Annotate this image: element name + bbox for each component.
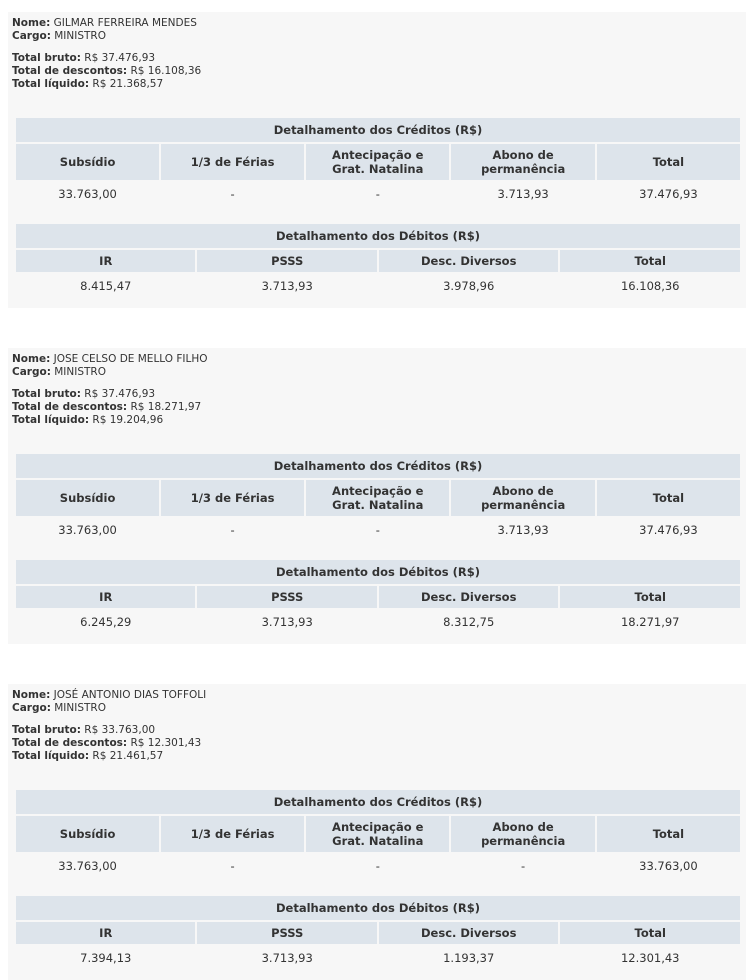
credits-header: Antecipação e Grat. Natalina [306, 816, 449, 852]
role-line-label: Cargo: [12, 702, 51, 714]
credits-table [14, 788, 742, 880]
credits-header: 1/3 de Férias [161, 144, 304, 180]
discounts-total-line [12, 401, 742, 414]
credits-cell: 37.476,93 [597, 182, 740, 206]
credits-header: Subsídio [16, 816, 159, 852]
debits-title: Detalhamento dos Débitos (R$) [16, 560, 740, 584]
debits-cell: 3.713,93 [197, 610, 376, 634]
debits-header: IR [16, 250, 195, 272]
credits-header: Abono de permanência [451, 144, 594, 180]
gross-total-line-value: R$ 37.476,93 [84, 388, 156, 400]
credits-header: 1/3 de Férias [161, 480, 304, 516]
discounts-total-line-label: Total de descontos: [12, 401, 128, 413]
credits-cell: - [306, 518, 449, 542]
credits-header: Total [597, 816, 740, 852]
role-line-value: MINISTRO [54, 30, 106, 42]
net-total-line-value: R$ 21.461,57 [92, 750, 164, 762]
name-line-label: Nome: [12, 17, 51, 29]
credits-header: Subsídio [16, 480, 159, 516]
person-record [8, 684, 746, 980]
net-total-line-label: Total líquido: [12, 78, 90, 90]
credits-title: Detalhamento dos Créditos (R$) [16, 790, 740, 814]
net-total-line [12, 414, 742, 427]
gross-total-line [12, 52, 742, 65]
discounts-total-line [12, 65, 742, 78]
name-line [12, 353, 742, 366]
net-total-line [12, 750, 742, 763]
debits-header: IR [16, 922, 195, 944]
credits-header: Abono de permanência [451, 816, 594, 852]
debits-header: PSSS [197, 586, 376, 608]
debits-cell: 12.301,43 [560, 946, 740, 970]
debits-header: Total [560, 922, 740, 944]
credits-title: Detalhamento dos Créditos (R$) [16, 454, 740, 478]
debits-header: PSSS [197, 250, 376, 272]
credits-header: 1/3 de Férias [161, 816, 304, 852]
credits-cell: 33.763,00 [597, 854, 740, 878]
credits-cell: 3.713,93 [451, 182, 594, 206]
credits-header: Total [597, 144, 740, 180]
role-line-value: MINISTRO [54, 366, 106, 378]
credits-cell: 33.763,00 [16, 518, 159, 542]
name-line-label: Nome: [12, 353, 51, 365]
name-line-value: GILMAR FERREIRA MENDES [53, 17, 197, 29]
discounts-total-line-value: R$ 18.271,97 [130, 401, 202, 413]
credits-header: Subsídio [16, 144, 159, 180]
debits-cell: 8.415,47 [16, 274, 195, 298]
credits-header: Abono de permanência [451, 480, 594, 516]
net-total-line [12, 78, 742, 91]
debits-cell: 3.978,96 [379, 274, 559, 298]
debits-header: IR [16, 586, 195, 608]
credits-cell: - [161, 182, 304, 206]
person-info [8, 348, 746, 427]
role-line [12, 702, 742, 715]
credits-cell: - [161, 518, 304, 542]
gross-total-line-label: Total bruto: [12, 724, 81, 736]
name-line [12, 17, 742, 30]
credits-header: Antecipação e Grat. Natalina [306, 480, 449, 516]
debits-title: Detalhamento dos Débitos (R$) [16, 896, 740, 920]
credits-header: Total [597, 480, 740, 516]
discounts-total-line-value: R$ 12.301,43 [130, 737, 202, 749]
debits-header: Desc. Diversos [379, 586, 559, 608]
name-line-value: JOSÉ ANTONIO DIAS TOFFOLI [53, 689, 207, 701]
role-line [12, 30, 742, 43]
debits-title: Detalhamento dos Débitos (R$) [16, 224, 740, 248]
gross-total-line-value: R$ 33.763,00 [84, 724, 156, 736]
debits-cell: 3.713,93 [197, 946, 376, 970]
person-record [8, 12, 746, 308]
person-record [8, 348, 746, 644]
gross-total-line [12, 388, 742, 401]
credits-cell: - [161, 854, 304, 878]
discounts-total-line-label: Total de descontos: [12, 65, 128, 77]
gross-total-line-label: Total bruto: [12, 388, 81, 400]
debits-header: PSSS [197, 922, 376, 944]
credits-cell: - [306, 854, 449, 878]
gross-total-line-value: R$ 37.476,93 [84, 52, 156, 64]
debits-cell: 16.108,36 [560, 274, 740, 298]
credits-table [14, 116, 742, 208]
debits-header: Desc. Diversos [379, 250, 559, 272]
credits-title: Detalhamento dos Créditos (R$) [16, 118, 740, 142]
credits-cell: - [451, 854, 594, 878]
role-line-label: Cargo: [12, 366, 51, 378]
name-line-value: JOSE CELSO DE MELLO FILHO [53, 353, 208, 365]
net-total-line-value: R$ 19.204,96 [92, 414, 164, 426]
credits-cell: 37.476,93 [597, 518, 740, 542]
debits-cell: 8.312,75 [379, 610, 559, 634]
gross-total-line [12, 724, 742, 737]
debits-cell: 7.394,13 [16, 946, 195, 970]
role-line-value: MINISTRO [54, 702, 106, 714]
name-line [12, 689, 742, 702]
debits-cell: 6.245,29 [16, 610, 195, 634]
debits-table [14, 894, 742, 972]
debits-header: Desc. Diversos [379, 922, 559, 944]
debits-table [14, 558, 742, 636]
credits-cell: 33.763,00 [16, 854, 159, 878]
debits-header: Total [560, 250, 740, 272]
credits-cell: 33.763,00 [16, 182, 159, 206]
debits-table [14, 222, 742, 300]
net-total-line-label: Total líquido: [12, 750, 90, 762]
credits-cell: - [306, 182, 449, 206]
debits-cell: 1.193,37 [379, 946, 559, 970]
discounts-total-line-label: Total de descontos: [12, 737, 128, 749]
debits-cell: 18.271,97 [560, 610, 740, 634]
credits-header: Antecipação e Grat. Natalina [306, 144, 449, 180]
debits-cell: 3.713,93 [197, 274, 376, 298]
debits-header: Total [560, 586, 740, 608]
role-line-label: Cargo: [12, 30, 51, 42]
discounts-total-line-value: R$ 16.108,36 [130, 65, 202, 77]
name-line-label: Nome: [12, 689, 51, 701]
net-total-line-value: R$ 21.368,57 [92, 78, 164, 90]
role-line [12, 366, 742, 379]
gross-total-line-label: Total bruto: [12, 52, 81, 64]
person-info [8, 684, 746, 763]
discounts-total-line [12, 737, 742, 750]
credits-cell: 3.713,93 [451, 518, 594, 542]
credits-table [14, 452, 742, 544]
person-info [8, 12, 746, 91]
net-total-line-label: Total líquido: [12, 414, 90, 426]
